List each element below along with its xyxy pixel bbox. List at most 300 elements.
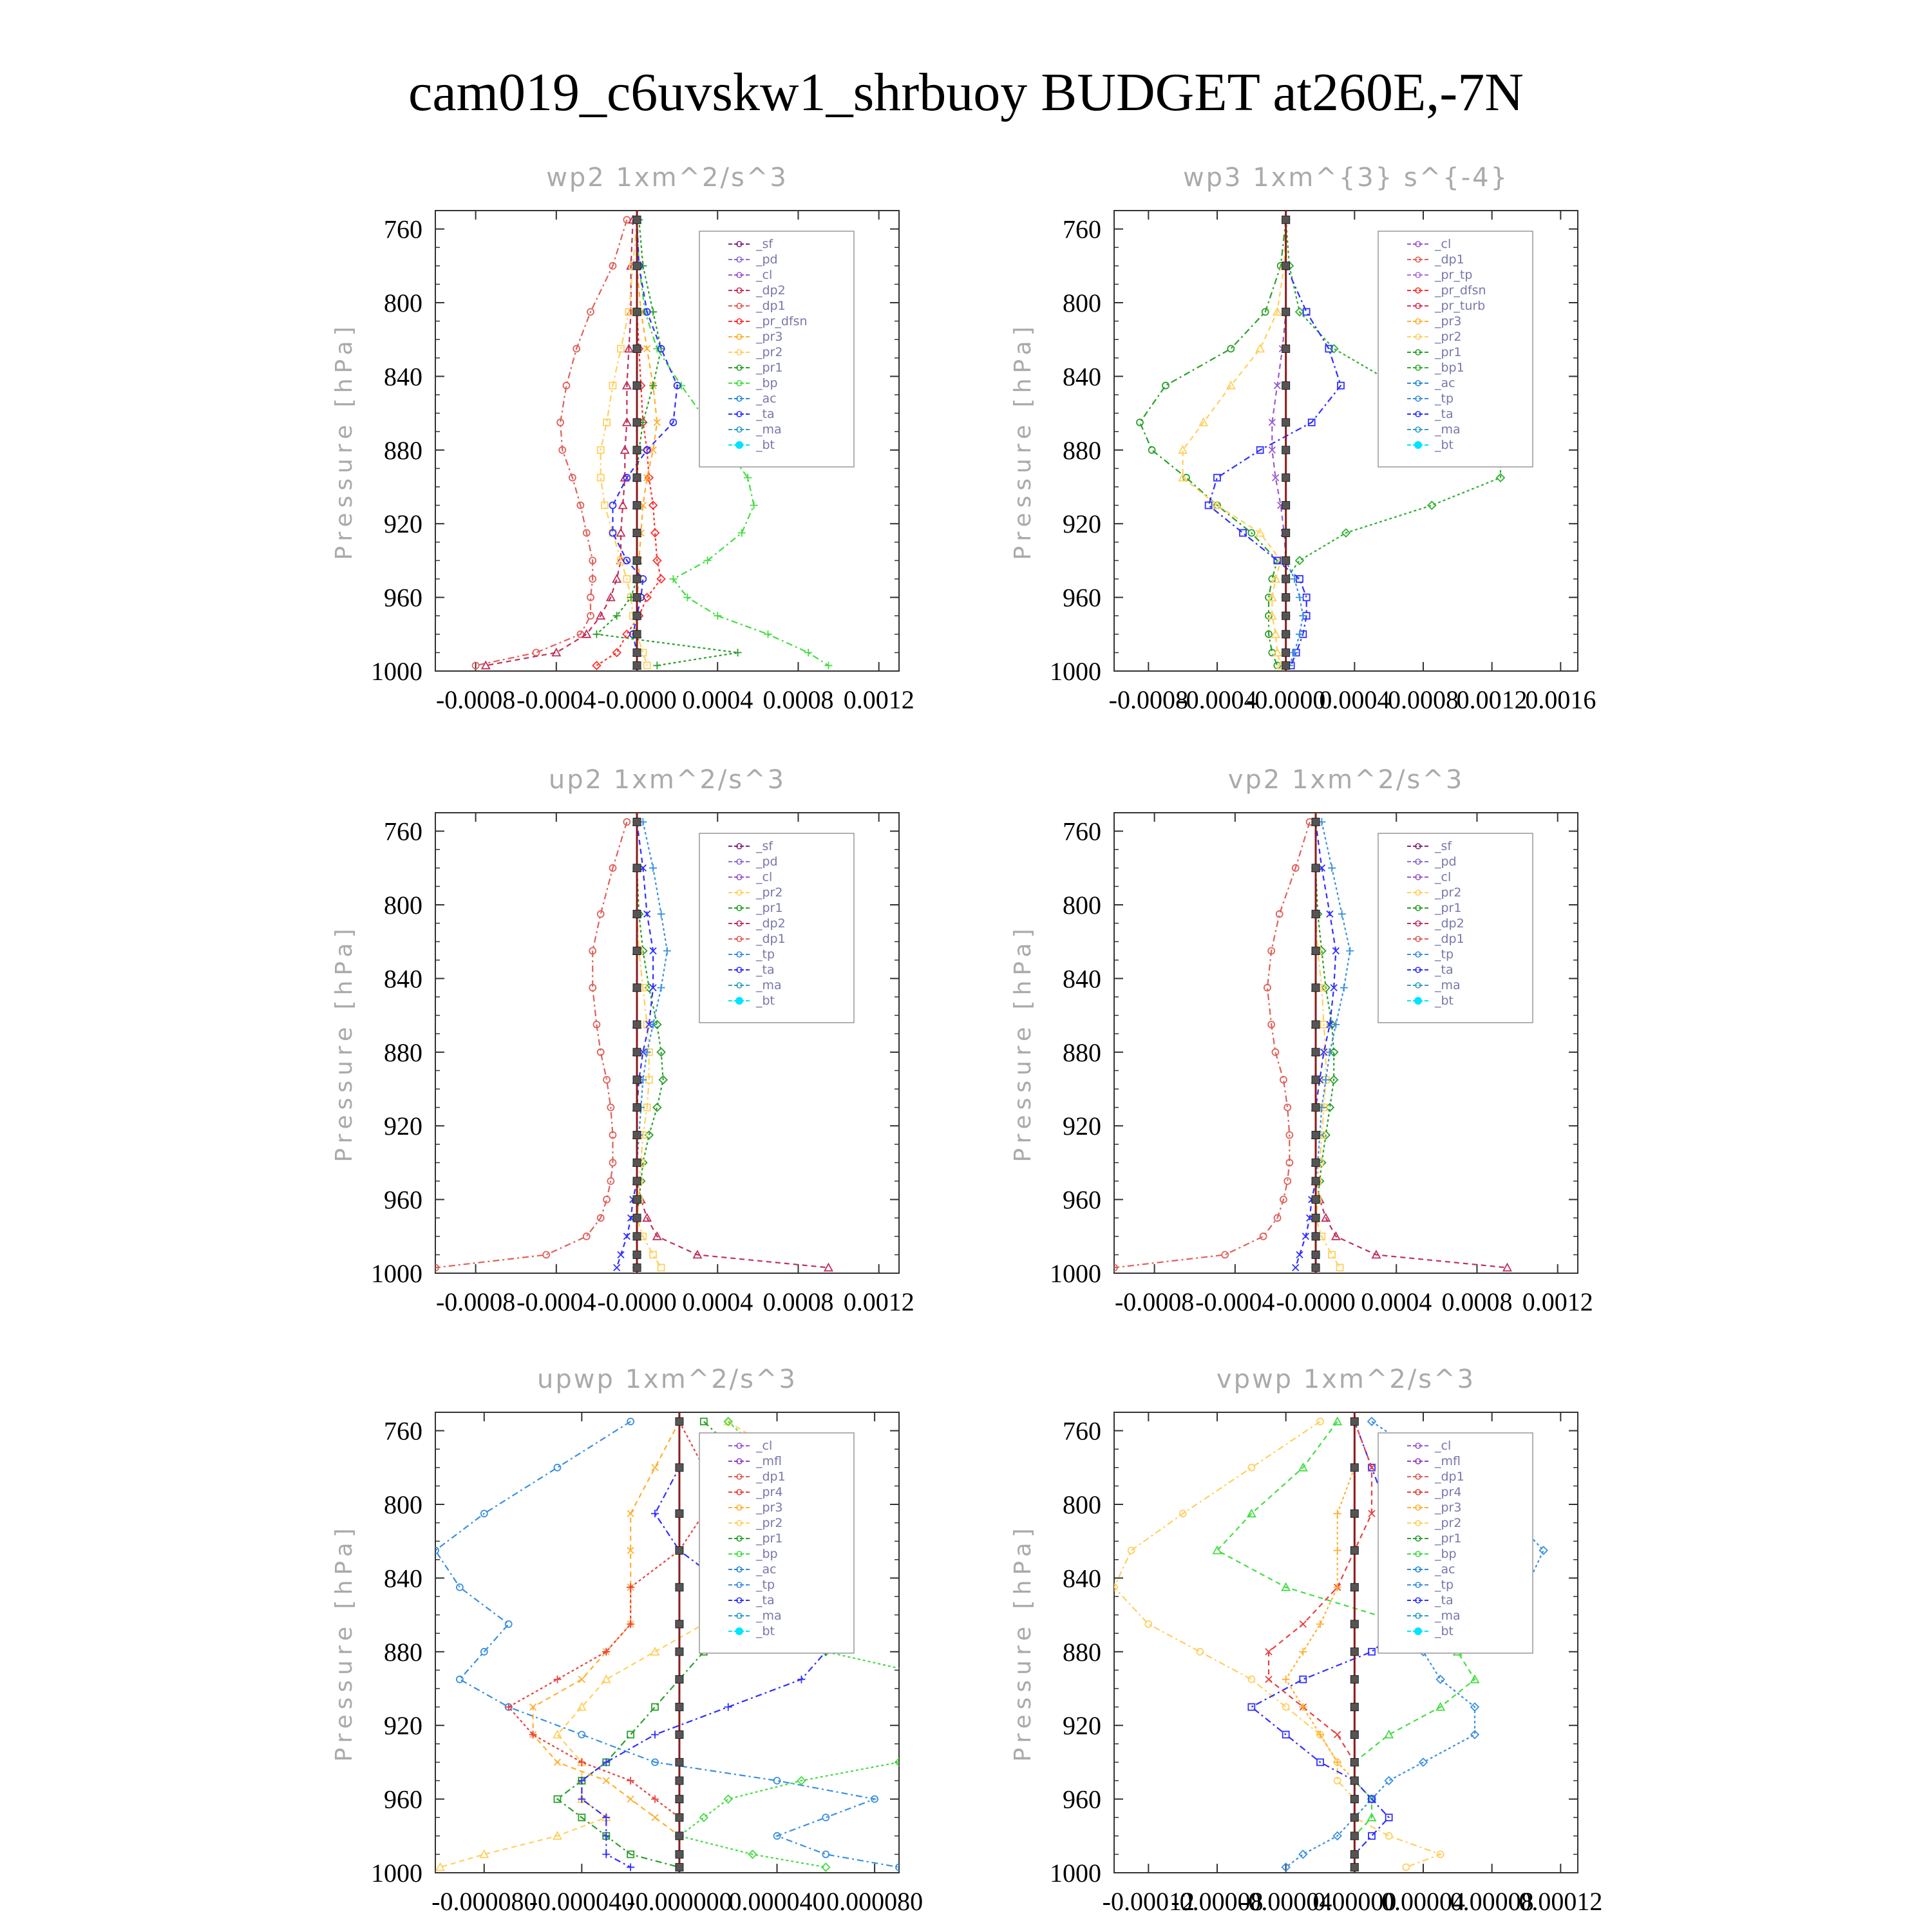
legend-label: _dp1 (756, 932, 786, 946)
x-tick-label: 0.0004 (682, 1287, 753, 1316)
data-point (1260, 1233, 1267, 1240)
data-point (1386, 1833, 1392, 1839)
x-tick-label: 0.0016 (1525, 685, 1596, 714)
data-point (1282, 1676, 1290, 1683)
legend-label: _pr2 (1435, 330, 1462, 344)
bt-marker (633, 308, 641, 316)
y-tick-label: 960 (1063, 583, 1101, 612)
bt-marker (633, 419, 641, 426)
bt-marker (633, 474, 641, 482)
data-point (1334, 1732, 1341, 1738)
y-tick-label: 920 (1063, 509, 1101, 539)
bt-marker (1312, 1251, 1320, 1258)
data-point (609, 502, 616, 509)
legend-marker (735, 1627, 743, 1635)
y-tick-label: 760 (384, 817, 422, 846)
data-point (1145, 1621, 1151, 1627)
x-tick-label: 0.0004 (1319, 685, 1390, 714)
legend-label: _pr1 (756, 361, 783, 375)
bt-marker (633, 1076, 641, 1084)
legend-label: _ac (1435, 1562, 1455, 1577)
bt-marker (1282, 216, 1290, 223)
data-point (1299, 1648, 1307, 1656)
legend-label: _bp (756, 376, 778, 390)
legend-label: _bp (1435, 1547, 1457, 1561)
legend-label: _dp1 (1435, 1470, 1464, 1484)
bt-marker (1350, 1584, 1358, 1591)
bt-marker (1282, 345, 1290, 353)
bt-marker (1312, 1233, 1320, 1240)
bt-marker (1312, 1196, 1320, 1204)
bt-marker (676, 1731, 683, 1739)
y-tick-label: 1000 (1050, 1259, 1101, 1288)
bt-marker (1312, 864, 1320, 872)
bt-marker (633, 1264, 641, 1271)
y-tick-label: 1000 (1050, 1859, 1101, 1888)
y-tick-label: 760 (1063, 1416, 1101, 1446)
y-tick-label: 880 (384, 1037, 422, 1067)
data-point (724, 1703, 732, 1711)
y-axis-label: Pressure [hPa] (331, 321, 357, 560)
bt-marker (1350, 1703, 1358, 1711)
legend-label: _pr3 (1435, 1501, 1462, 1515)
x-tick-label: -0.0004 (516, 1287, 596, 1316)
y-tick-label: 760 (384, 1416, 422, 1446)
y-tick-label: 920 (384, 1112, 422, 1141)
x-tick-label: -0.0004 (1177, 685, 1257, 714)
legend-label: _ta (756, 963, 775, 977)
y-tick-label: 840 (1063, 1564, 1101, 1593)
x-tick-label: -0.0004 (1195, 1287, 1275, 1316)
panel-title: wp2 1xm^2/s^3 (546, 163, 788, 193)
bt-marker (1350, 1547, 1358, 1555)
y-tick-label: 800 (1063, 1490, 1101, 1519)
data-point (734, 649, 742, 656)
bt-marker (1350, 1832, 1358, 1840)
y-tick-label: 960 (1063, 1785, 1101, 1814)
bt-marker (676, 1510, 683, 1517)
bt-marker (1282, 419, 1290, 426)
legend-label: _cl (756, 268, 773, 282)
legend-label: _dp1 (1435, 252, 1464, 267)
data-point (1272, 630, 1280, 638)
bt-marker (1312, 818, 1320, 826)
data-point (1346, 947, 1354, 955)
legend-label: _tp (1435, 392, 1454, 406)
legend-label: _ma (756, 978, 782, 992)
series-line-_pr3 (1286, 1421, 1355, 1867)
data-point (1265, 1676, 1272, 1683)
legend-marker (1414, 997, 1422, 1005)
bt-marker (1350, 1648, 1358, 1656)
legend-label: _pr3 (756, 1501, 783, 1515)
y-tick-label: 880 (1063, 1637, 1101, 1667)
legend-label: _pr3 (756, 330, 783, 344)
data-point (724, 1417, 732, 1425)
x-tick-label: -0.0008 (435, 1287, 516, 1316)
x-tick-label: -0.0000 (597, 685, 677, 714)
bt-marker (1282, 529, 1290, 537)
data-point (1328, 864, 1336, 872)
legend-label: _pr1 (756, 1531, 783, 1546)
legend-label: _ta (756, 407, 775, 421)
x-tick-label: 0.0004 (682, 685, 753, 714)
data-point (658, 910, 665, 918)
x-tick-label: 0.0008 (1388, 685, 1459, 714)
data-point (553, 1676, 561, 1683)
data-point (1303, 594, 1310, 601)
y-tick-label: 880 (384, 1637, 422, 1667)
data-point (764, 630, 772, 638)
bt-marker (1282, 556, 1290, 564)
data-point (1368, 1649, 1375, 1655)
bt-marker (1312, 1104, 1320, 1112)
data-point (553, 649, 560, 656)
y-tick-label: 1000 (371, 1859, 422, 1888)
y-tick-label: 840 (384, 964, 422, 994)
bt-marker (1282, 446, 1290, 454)
bt-marker (633, 594, 641, 601)
data-point (804, 649, 812, 656)
y-tick-label: 960 (384, 583, 422, 612)
data-point (651, 1510, 659, 1517)
legend-label: _dp1 (756, 1470, 786, 1484)
data-point (650, 1251, 656, 1258)
bt-marker (676, 1703, 683, 1711)
x-tick-label: 0.0008 (762, 1287, 834, 1316)
x-tick-label: 0.0008 (762, 685, 834, 714)
bt-marker (633, 984, 641, 992)
y-tick-label: 800 (384, 891, 422, 920)
x-tick-label: -0.000040 (529, 1887, 635, 1916)
bt-marker (1282, 502, 1290, 509)
x-tick-label: -0.0008 (1108, 685, 1188, 714)
data-point (944, 1676, 952, 1683)
y-axis-label: Pressure [hPa] (331, 923, 357, 1162)
x-tick-label: 0.00012 (1519, 1887, 1603, 1916)
data-point (554, 1464, 560, 1471)
bt-marker (633, 1048, 641, 1056)
legend-label: _bt (1435, 438, 1454, 452)
y-tick-label: 920 (1063, 1112, 1101, 1141)
bt-marker (633, 910, 641, 918)
x-tick-label: 0.00004 (1381, 1887, 1465, 1916)
legend-label: _ta (756, 1593, 775, 1607)
panel-6 (1010, 1365, 1602, 1916)
legend-label: _bt (1435, 994, 1454, 1008)
panel-1 (331, 163, 914, 714)
bt-marker (676, 1777, 683, 1785)
data-point (1296, 594, 1303, 601)
data-point (627, 1863, 634, 1871)
bt-marker (676, 1648, 683, 1656)
data-point (1300, 1676, 1306, 1683)
y-tick-label: 920 (384, 509, 422, 539)
bt-marker (633, 612, 641, 620)
bt-marker (1350, 1417, 1358, 1425)
bt-marker (633, 575, 641, 583)
legend-label: _pr1 (1435, 901, 1462, 915)
legend-marker (735, 997, 743, 1005)
legend-label: _pr4 (1435, 1485, 1462, 1499)
data-point (658, 984, 665, 992)
bt-marker (1282, 612, 1290, 620)
bt-marker (1350, 1676, 1358, 1683)
panel-4 (1010, 765, 1593, 1316)
bt-marker (1350, 1795, 1358, 1803)
series-line-_dp1 (476, 220, 627, 665)
legend-label: _pr_turb (1435, 299, 1486, 313)
bt-marker (676, 1676, 683, 1683)
legend-label: _pr1 (1435, 1531, 1462, 1546)
x-tick-label: 0.0012 (843, 685, 914, 714)
legend-label: _pr2 (1435, 1516, 1462, 1530)
bt-marker (633, 529, 641, 537)
legend-label: _cl (1435, 870, 1452, 884)
data-point (1296, 556, 1303, 564)
x-tick-label: 0.0012 (1456, 685, 1528, 714)
data-point (578, 1732, 585, 1738)
bt-marker (633, 661, 641, 669)
bt-marker (633, 382, 641, 390)
bt-marker (676, 1417, 683, 1425)
legend-label: _mfl (756, 1454, 782, 1468)
panel-3 (331, 765, 914, 1316)
bt-marker (1282, 661, 1290, 669)
data-point (750, 502, 758, 509)
data-point (993, 1731, 1001, 1739)
data-point (1368, 1464, 1375, 1471)
legend-marker (1414, 1627, 1422, 1635)
legend-label: _cl (756, 870, 773, 884)
data-point (1334, 1417, 1341, 1425)
bt-marker (633, 502, 641, 509)
bt-marker (1282, 382, 1290, 390)
data-point (627, 1510, 634, 1517)
legend-label: _ma (756, 422, 782, 437)
data-point (1300, 1621, 1306, 1627)
bt-marker (1282, 474, 1290, 482)
data-point (1340, 984, 1348, 992)
data-point (824, 661, 832, 669)
x-tick-label: -0.0000 (597, 1287, 677, 1316)
panel-2 (1010, 163, 1596, 714)
data-point (1299, 1850, 1307, 1858)
bt-marker (676, 1547, 683, 1555)
bt-marker (1282, 575, 1290, 583)
data-point (1162, 383, 1169, 389)
x-tick-label: 0.000080 (826, 1887, 923, 1916)
data-point (554, 1759, 560, 1765)
legend-label: _bt (756, 994, 775, 1008)
y-tick-label: 920 (384, 1711, 422, 1741)
legend-label: _tp (1435, 1578, 1454, 1592)
x-tick-label: 0.000040 (728, 1887, 826, 1916)
data-point (1293, 1264, 1299, 1271)
legend-label: _cl (1435, 1439, 1452, 1453)
data-point (1316, 1620, 1324, 1628)
series-line-_pr4 (509, 1421, 704, 1867)
data-point (618, 346, 624, 352)
data-point (644, 662, 650, 668)
data-point (651, 1731, 659, 1739)
legend-marker (1414, 441, 1422, 449)
data-point (653, 661, 661, 669)
legend-label: _bt (1435, 1624, 1454, 1638)
data-point (1149, 447, 1155, 453)
legend-label: _dp2 (756, 916, 786, 931)
y-tick-label: 760 (1063, 817, 1101, 846)
bt-marker (1312, 1159, 1320, 1166)
data-point (1128, 1548, 1135, 1554)
bt-marker (676, 1464, 683, 1472)
bt-marker (633, 1233, 641, 1240)
y-axis-label: Pressure [hPa] (1010, 1523, 1036, 1762)
legend-label: _bt (756, 1624, 775, 1638)
bt-marker (1350, 1777, 1358, 1785)
data-point (614, 1264, 620, 1271)
y-tick-label: 840 (1063, 964, 1101, 994)
data-point (1428, 502, 1435, 509)
data-point (822, 1814, 829, 1821)
y-tick-label: 920 (1063, 1711, 1101, 1741)
bt-marker (1350, 1731, 1358, 1739)
bt-marker (676, 1584, 683, 1591)
bt-marker (1350, 1863, 1358, 1871)
bt-marker (1350, 1464, 1358, 1472)
x-tick-label: -0.000080 (431, 1887, 537, 1916)
y-tick-label: 840 (384, 362, 422, 392)
legend-label: _dp2 (756, 283, 786, 298)
data-point (1197, 1649, 1203, 1655)
x-tick-label: 0.0008 (1441, 1287, 1513, 1316)
y-tick-label: 960 (384, 1785, 422, 1814)
data-point (602, 1850, 610, 1858)
y-tick-label: 880 (1063, 1037, 1101, 1067)
legend-label: _bp1 (1435, 361, 1464, 375)
bt-marker (633, 1021, 641, 1028)
series-line-_dp1 (435, 822, 627, 1267)
data-point (578, 1676, 585, 1683)
data-point (583, 1233, 590, 1240)
series-line-_dp2 (486, 220, 633, 665)
data-point (1284, 1178, 1291, 1184)
x-tick-label: 0.00008 (1450, 1887, 1534, 1916)
bt-marker (633, 1251, 641, 1258)
y-tick-label: 1000 (371, 1259, 422, 1288)
bt-marker (1350, 1850, 1358, 1858)
legend-label: _pr2 (1435, 886, 1462, 900)
data-point (663, 947, 671, 955)
data-point (603, 1077, 610, 1083)
x-tick-label: -0.0004 (516, 685, 596, 714)
legend-label: _pr2 (756, 886, 783, 900)
bt-marker (1350, 1814, 1358, 1821)
y-tick-label: 1000 (1050, 657, 1101, 686)
legend-label: _pd (756, 855, 778, 869)
legend-label: _tp (756, 1578, 775, 1592)
bt-marker (1312, 1048, 1320, 1056)
legend-label: _pr_dfsn (756, 314, 808, 328)
data-point (506, 1621, 512, 1627)
panel-title: wp3 1xm^{3} s^{-4} (1182, 163, 1510, 193)
bt-marker (633, 818, 641, 826)
bt-marker (633, 630, 641, 638)
y-tick-label: 1000 (371, 657, 422, 686)
panel-title: up2 1xm^2/s^3 (548, 765, 786, 795)
data-point (1137, 419, 1143, 426)
bt-marker (1350, 1510, 1358, 1517)
y-tick-label: 880 (384, 435, 422, 465)
legend-marker (735, 441, 743, 449)
data-point (1248, 1676, 1255, 1683)
y-tick-label: 760 (384, 214, 422, 244)
series-line-_pr1 (1140, 220, 1286, 665)
data-point (1248, 1464, 1255, 1471)
legend-label: _ta (1435, 1593, 1454, 1607)
bt-marker (633, 1214, 641, 1222)
bt-marker (633, 1132, 641, 1139)
bt-marker (633, 556, 641, 564)
bt-marker (633, 216, 641, 223)
legend-label: _bp (756, 1547, 778, 1561)
bt-marker (1312, 1177, 1320, 1185)
legend-label: _cl (756, 1439, 773, 1453)
data-point (1338, 910, 1346, 918)
bt-marker (1312, 1021, 1320, 1028)
bt-marker (1312, 984, 1320, 992)
legend-label: _sf (1435, 839, 1452, 853)
data-point (824, 1264, 832, 1271)
bt-marker (676, 1863, 683, 1871)
bt-marker (676, 1832, 683, 1840)
x-tick-label: -0.0008 (435, 685, 516, 714)
data-point (1403, 1864, 1409, 1870)
data-point (652, 1464, 658, 1471)
data-point (1334, 1758, 1341, 1766)
legend-label: _sf (756, 839, 773, 853)
data-point (1503, 1264, 1511, 1271)
bt-marker (676, 1850, 683, 1858)
legend-label: _tp (756, 947, 775, 961)
data-point (602, 1676, 610, 1683)
legend-label: _pr_dfsn (1435, 283, 1486, 298)
panel-5 (331, 1365, 1025, 1916)
y-tick-label: 800 (1063, 891, 1101, 920)
data-point (1256, 345, 1264, 352)
legend-label: _pr2 (756, 345, 783, 359)
bt-marker (633, 1104, 641, 1112)
data-point (1334, 1510, 1341, 1517)
bt-marker (633, 1196, 641, 1204)
bt-marker (1312, 1264, 1320, 1271)
data-point (627, 1796, 634, 1803)
data-point (613, 649, 621, 656)
bt-marker (1312, 1132, 1320, 1139)
legend-label: _dp1 (756, 299, 786, 313)
bt-marker (1312, 947, 1320, 955)
legend-label: _sf (756, 237, 773, 251)
bt-marker (633, 345, 641, 353)
bt-marker (633, 864, 641, 872)
bt-marker (676, 1758, 683, 1766)
data-point (797, 1676, 805, 1683)
x-tick-label: -0.0000 (1246, 685, 1326, 714)
legend-label: _pd (756, 252, 778, 267)
bt-marker (1312, 1214, 1320, 1222)
data-point (1385, 1731, 1393, 1738)
legend-label: _dp2 (1435, 916, 1464, 931)
